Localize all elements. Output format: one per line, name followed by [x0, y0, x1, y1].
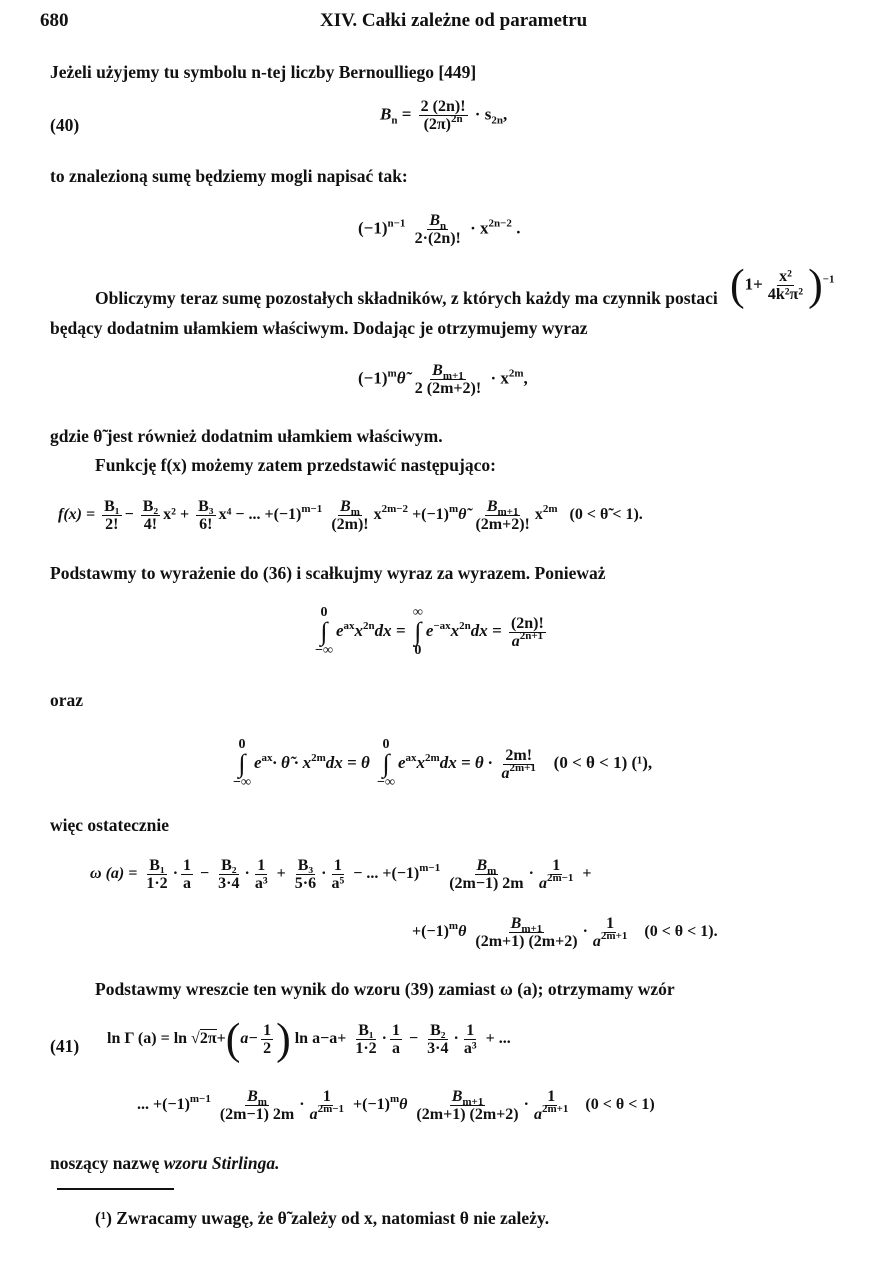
where-text: gdzie θ̃ jest również dodatnim ułamkiem właściwym.	[50, 426, 443, 446]
factor-expression: (1+ $\frac{\text{x²}}{\text{4k²π²}}$ )$^{-1}$	[730, 260, 835, 310]
rest-paragraph-line2: będący dodatnim ułamkiem właściwym. Dodając je otrzymujemy wyraz	[50, 318, 588, 338]
intro-text: Jeżeli użyjemy tu symbolu n-tej liczby Bernoulliego [449]	[50, 62, 477, 82]
eq40: $B_n$ = $\frac{2 (2n)!}{(2\pi)^{2n}}$ · $s_{2n}$,	[380, 98, 508, 133]
eq41-line1: ln Γ (a) = ln √2π+(a− $\frac{1}{2}$ ) ln a−a+ $\frac{\text{B₁}}{1\cdot 2}$ · $\frac{1}{a}$ − $\frac{\text{B₂}}{3\cdot 4}$ · $\frac{1}{\text{a³}}$ + ...	[107, 1014, 511, 1064]
wiec-text: więc ostatecznie	[50, 815, 170, 835]
stirling-text: noszący nazwę wzoru Stirlinga.	[50, 1153, 280, 1173]
footnote-rule	[57, 1188, 174, 1190]
eq41-label: (41)	[50, 1036, 80, 1056]
eq-integral-2: 0 ∫ −∞ $e^{ax}\cdot$ θ̃ · $x^{2m}dx = \theta$ 0 ∫ −∞ $e^{ax}x^{2m}dx = \theta$ · $\frac{2m!}{a^{2m+1}}$ (0 < θ < 1) (¹),	[233, 737, 653, 790]
eq-fx: f(x) = $\frac{\text{B₁}}{2!}$ − $\frac{\text{B₂}}{4!}$ x² + $\frac{\text{B₃}}{6!}$ x⁴ − ... $+(-1)^{m-1}$ $\frac{B_m}{(2m)!}$ $x^{2m-2}$ $+(-1)^m\thetã$ $\frac{B_{m+1}}{(2m+2)!}$ $x^{2m}$ (0 < θ̃ < 1).	[58, 498, 643, 533]
final-subst-text: Podstawmy wreszcie ten wynik do wzoru (39) zamiast ω (a); otrzymamy wzór	[95, 979, 675, 999]
eq-integral-1: 0 ∫ −∞ $e^{ax}x^{2n}dx$ = ∞ ∫ 0 $e^{-ax}x^{2n}dx$ = $\frac{(2n)!}{a^{2n+1}}$	[315, 605, 544, 658]
sum-intro-text: to znalezioną sumę będziemy mogli napisać tak:	[50, 166, 408, 186]
rest-paragraph-line1: Obliczymy teraz sumę pozostałych składników, z których każdy ma czynnik postaci	[95, 288, 718, 308]
eq-rest: $(-1)^m\thetã$ $\frac{B_{m+1}}{2 (2m+2)!}$ · $x^{2m}$,	[358, 362, 528, 397]
chapter-title: XIV. Całki zależne od parametru	[320, 10, 588, 31]
oraz-text: oraz	[50, 690, 84, 710]
footnote: (¹) Zwracamy uwagę, że θ̃ zależy od x, natomiast θ nie zależy.	[95, 1208, 550, 1228]
page-number: 680	[40, 10, 69, 31]
eq-omega-line2: $+(-1)^m\theta$ $\frac{B_{m+1}}{(2m+1) (2m+2)}$ · $\frac{1}{a^{2m+1}}$ (0 < θ < 1).	[412, 915, 718, 950]
eq41-line2: ... $+(-1)^{m-1}$ $\frac{B_m}{(2m-1) 2m}$ · $\frac{1}{a^{2m-1}}$ $+(-1)^m\theta$ $\frac{B_{m+1}}{(2m+1) (2m+2)}$ · $\frac{1}{a^{2m+1}}$ (0 < θ < 1)	[137, 1088, 655, 1123]
eq-omega-line1: ω (a) = $\frac{\text{B₁}}{1\cdot 2}$ · $\frac{1}{a}$ − $\frac{\text{B₂}}{3\cdot 4}$ · $\frac{1}{\text{a³}}$ + $\frac{\text{B₃}}{5\cdot 6}$ · $\frac{1}{\text{a⁵}}$ − ... $+(-1)^{m-1}$ $\frac{B_m}{(2m-1) 2m}$ · $\frac{1}{a^{2m-1}}$ +	[90, 857, 592, 892]
function-intro-text: Funkcję f(x) możemy zatem przedstawić następująco:	[95, 455, 496, 475]
substitute-text: Podstawmy to wyrażenie do (36) i scałkujmy wyraz za wyrazem. Ponieważ	[50, 563, 606, 583]
eq40-label: (40)	[50, 115, 80, 135]
eq-sum: $(-1)^{n-1}$ $\frac{B_n}{2\cdot(2n)!}$ · $x^{2n-2}$ .	[358, 212, 521, 247]
